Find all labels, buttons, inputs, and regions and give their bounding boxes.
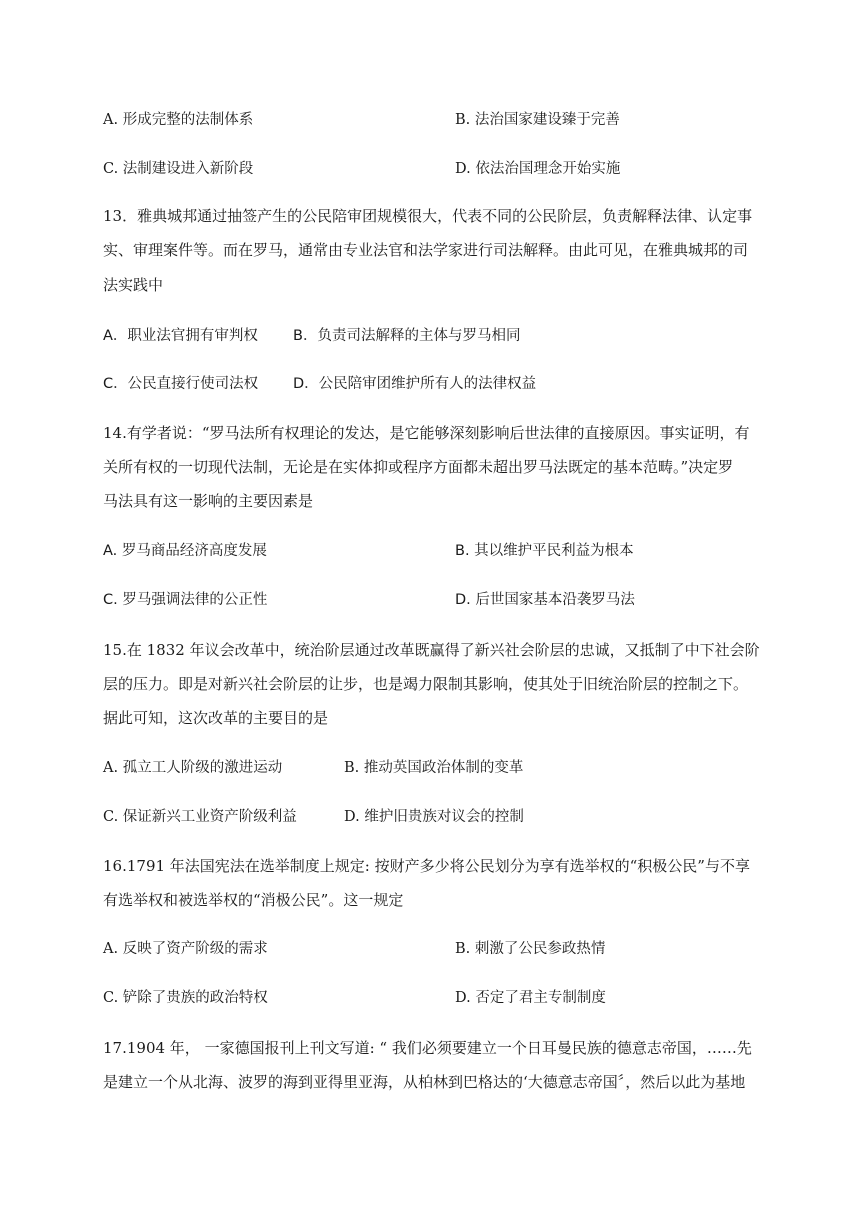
q14-stem-line-1: 14.有学者说：“罗马法所有权理论的发达，是它能够深刻影响后世法律的直接原因。事实证明，有 bbox=[103, 424, 750, 442]
q17-stem-line-1: 17.1904 年， 一家德国报刊上刊文写道: “ 我们必须要建立一个日耳曼民族的德意志帝国，……先 bbox=[103, 1039, 752, 1057]
q15-stem-line-2: 层的压力。即是对新兴社会阶层的让步，也是竭力限制其影响，使其处于旧统治阶层的控制之下。 bbox=[103, 675, 749, 693]
q14-stem-line-3: 马法具有这一影响的主要因素是 bbox=[103, 492, 314, 510]
q13-option-a: A．职业法官拥有审判权 bbox=[103, 328, 258, 344]
q15-option-c: C. 保证新兴工业资产阶级利益 bbox=[103, 809, 297, 825]
q15-option-d: D. 维护旧贵族对议会的控制 bbox=[344, 809, 524, 825]
q12-option-a: A. 形成完整的法制体系 bbox=[103, 112, 254, 128]
q16-stem-line-1: 16.1791 年法国宪法在选举制度上规定: 按财产多少将公民划分为享有选举权的“积极公民”与不享 bbox=[103, 857, 750, 875]
q15-option-a: A. 孤立工人阶级的激进运动 bbox=[103, 760, 283, 776]
q13-option-d: D．公民陪审团维护所有人的法律权益 bbox=[293, 376, 537, 392]
q16-option-d: D. 否定了君主专制制度 bbox=[455, 990, 606, 1006]
q16-option-b: B. 刺激了公民参政热情 bbox=[455, 941, 606, 957]
q12-option-b: B. 法治国家建设臻于完善 bbox=[455, 112, 620, 128]
q13-stem-line-1: 13．雅典城邦通过抽签产生的公民陪审团规模很大，代表不同的公民阶层，负责解释法律、认定事 bbox=[103, 207, 753, 225]
q13-stem-line-2: 实、审理案件等。而在罗马，通常由专业法官和法学家进行司法解释。由此可见，在雅典城邦的司 bbox=[103, 241, 749, 259]
q16-option-a: A. 反映了资产阶级的需求 bbox=[103, 941, 268, 957]
q14-option-a: A. 罗马商品经济高度发展 bbox=[103, 543, 267, 559]
q14-option-b: B. 其以维护平民利益为根本 bbox=[455, 543, 634, 559]
q14-option-d: D. 后世国家基本沿袭罗马法 bbox=[455, 592, 635, 608]
q13-option-b: B．负责司法解释的主体与罗马相同 bbox=[293, 328, 521, 344]
q17-stem-line-2: 是建立一个从北海、波罗的海到亚得里亚海，从柏林到巴格达的‘大德意志帝国〞，然后以此为基地 bbox=[103, 1073, 746, 1091]
q16-stem-line-2: 有选举权和被选举权的“消极公民”。这一规定 bbox=[103, 891, 404, 909]
q14-stem-line-2: 关所有权的一切现代法制，无论是在实体抑或程序方面都未超出罗马法既定的基本范畴。”决定罗 bbox=[103, 458, 734, 476]
q12-option-d: D. 依法治国理念开始实施 bbox=[455, 161, 621, 177]
q15-stem-line-3: 据此可知，这次改革的主要目的是 bbox=[103, 709, 329, 727]
q13-option-c: C．公民直接行使司法权 bbox=[103, 376, 259, 392]
q13-stem-line-3: 法实践中 bbox=[103, 276, 164, 294]
q16-option-c: C. 铲除了贵族的政治特权 bbox=[103, 990, 268, 1006]
q15-stem-line-1: 15.在 1832 年议会改革中，统治阶层通过改革既赢得了新兴社会阶层的忠诚，又抵制了中下社会阶 bbox=[103, 641, 760, 659]
q14-option-c: C. 罗马强调法律的公正性 bbox=[103, 592, 268, 608]
q15-option-b: B. 推动英国政治体制的变革 bbox=[344, 760, 524, 776]
q12-option-c: C. 法制建设进入新阶段 bbox=[103, 161, 254, 177]
